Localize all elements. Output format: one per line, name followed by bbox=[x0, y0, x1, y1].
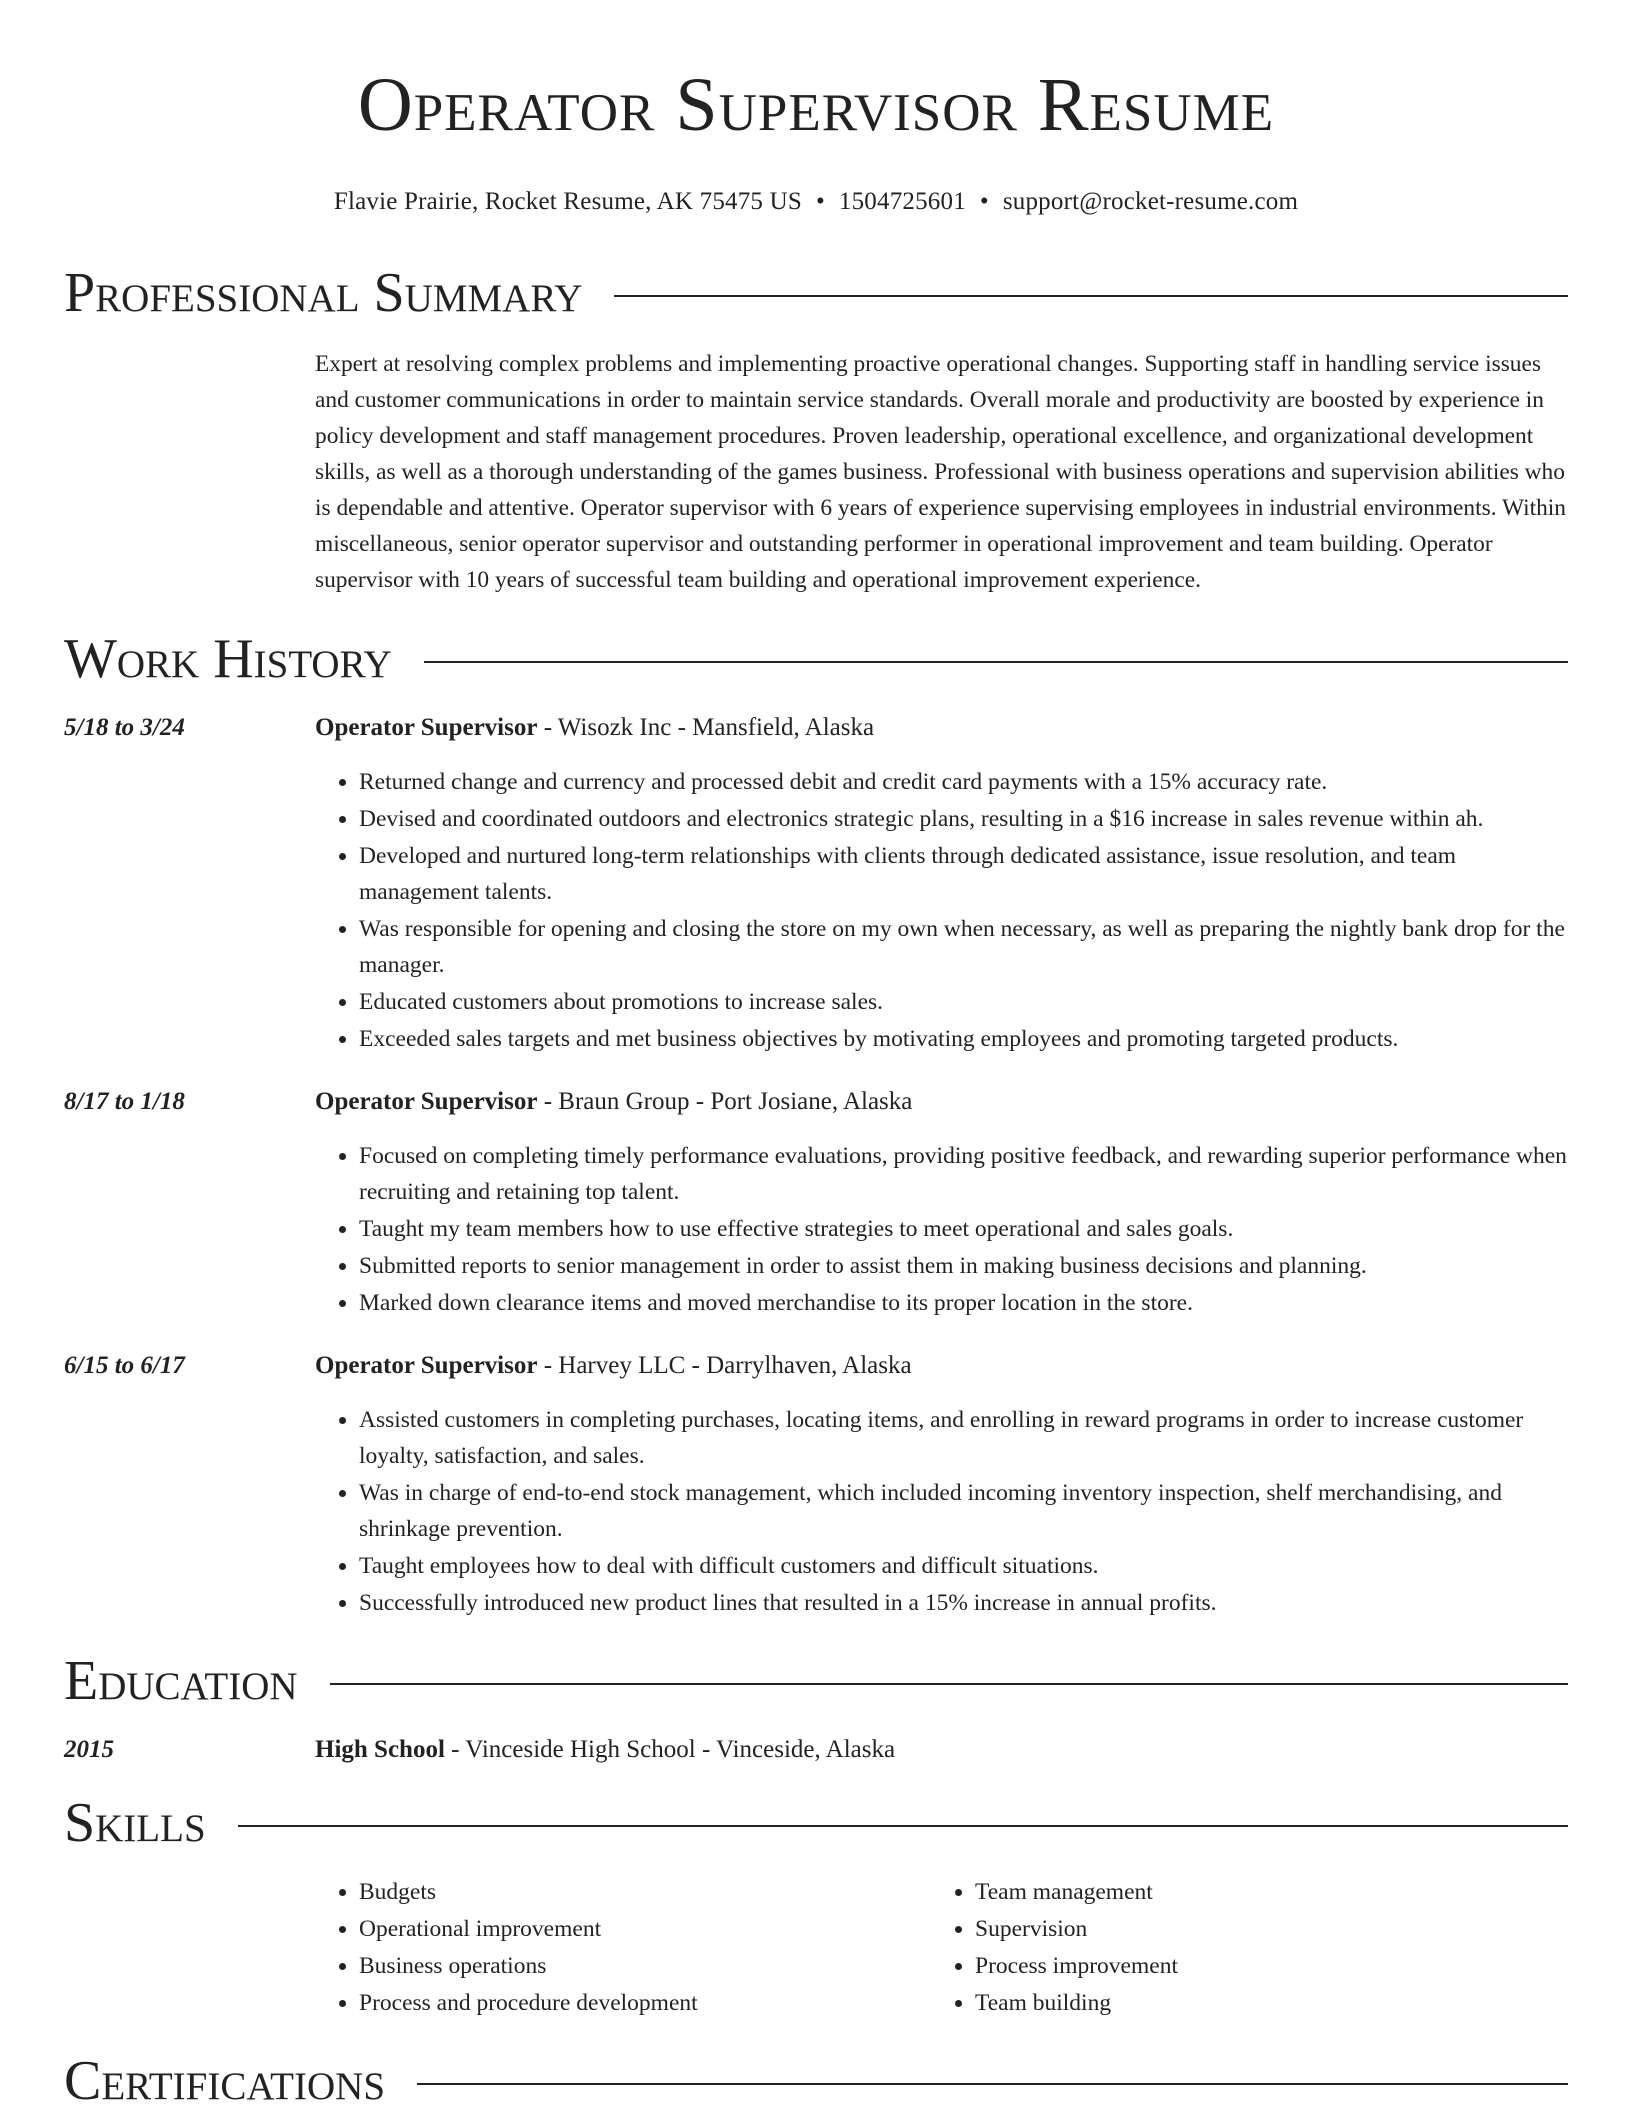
job-details: - Wisozk Inc - Mansfield, Alaska bbox=[537, 714, 875, 741]
skills-spacer bbox=[64, 1856, 315, 2022]
list-item: • Returned change and currency and processed debit and credit card payments with a 15% accuracy rate. bbox=[359, 764, 1568, 800]
education-details: - Vinceside High School - Vinceside, Alaska bbox=[444, 1736, 896, 1763]
list-item: • Operational improvement bbox=[359, 1911, 931, 1947]
skills-row bbox=[64, 1856, 1568, 2022]
list-item: • Educated customers about promotions to increase sales. bbox=[359, 984, 1568, 1020]
education-year: 2015 bbox=[64, 1736, 114, 1763]
summary-row bbox=[64, 346, 1568, 598]
list-item: • Team building bbox=[975, 1985, 1547, 2021]
resume-title: Operator Supervisor Resume bbox=[357, 63, 1275, 147]
contact-address: Flavie Prairie, Rocket Resume, AK 75475 US bbox=[333, 188, 802, 215]
list-item: • Marked down clearance items and moved merchandise to its proper location in the store. bbox=[359, 1285, 1568, 1321]
list-item: • Taught employees how to deal with difficult customers and difficult situations. bbox=[359, 1548, 1568, 1584]
skills-column-2 bbox=[931, 1874, 1547, 2022]
job-title: Operator Supervisor bbox=[315, 1352, 538, 1379]
skills-columns bbox=[315, 1874, 1547, 2022]
list-item: • Devised and coordinated outdoors and electronics strategic plans, resulting in a $16 increase in sales revenue within ah. bbox=[359, 801, 1568, 837]
contact-phone: 1504725601 bbox=[838, 188, 966, 215]
job-dates: 5/18 to 3/24 bbox=[64, 714, 185, 741]
skills-column-1 bbox=[315, 1874, 931, 2022]
list-item: • Budgets bbox=[359, 1874, 931, 1910]
contact-separator: • bbox=[815, 188, 825, 215]
section-divider bbox=[614, 295, 1568, 297]
summary-text: Expert at resolving complex problems and implementing proactive operational changes. Supporting staff in handling service issues and customer communications in order to maintain service standards. Overall morale and productivity are boosted by experience in policy development and staff management procedures. Proven leadership, operational excellence, and organizational development skills, as well as a thorough understanding of the games business. Professional with business operations and supervision abilities who is dependable and attentive. Operator supervisor with 6 years of experience supervising employees in industrial environments. Within miscellaneous, senior operator supervisor and outstanding performer in operational improvement and team building. Operator supervisor with 10 years of successful team building and operational improvement experience. bbox=[315, 351, 1566, 593]
list-item: • Taught my team members how to use effective strategies to meet operational and sales goals. bbox=[359, 1211, 1568, 1247]
contact-separator: • bbox=[979, 188, 989, 215]
work-heading: Work History bbox=[64, 628, 392, 690]
summary-section-header bbox=[64, 260, 1568, 326]
list-item: • Team management bbox=[975, 1874, 1547, 1910]
section-divider bbox=[330, 1683, 1568, 1685]
section-divider bbox=[424, 661, 1568, 663]
section-divider bbox=[417, 2083, 1568, 2085]
contact-line bbox=[64, 186, 1568, 218]
job-title: Operator Supervisor bbox=[315, 714, 538, 741]
list-item: • Developed and nurtured long-term relationships with clients through dedicated assistance, issue resolution, and team management talents. bbox=[359, 838, 1568, 910]
list-item: • Exceeded sales targets and met business objectives by motivating employees and promoting targeted products. bbox=[359, 1021, 1568, 1057]
summary-spacer bbox=[64, 346, 315, 598]
work-section-header bbox=[64, 626, 1568, 692]
contact-email: support@rocket-resume.com bbox=[1002, 188, 1299, 215]
education-heading: Education bbox=[64, 1650, 298, 1712]
list-item: • Assisted customers in completing purchases, locating items, and enrolling in reward programs in order to increase customer loyalty, satisfaction, and sales. bbox=[359, 1402, 1568, 1474]
section-divider bbox=[238, 1825, 1568, 1827]
skills-section-header bbox=[64, 1790, 1568, 1856]
certifications-heading: Certifications bbox=[64, 2050, 386, 2112]
job-dates: 6/15 to 6/17 bbox=[64, 1352, 185, 1379]
list-item: • Submitted reports to senior management in order to assist them in making business decisions and planning. bbox=[359, 1248, 1568, 1284]
certifications-section-header bbox=[64, 2048, 1568, 2114]
job-heading bbox=[315, 1348, 1568, 1384]
list-item: • Business operations bbox=[359, 1948, 931, 1984]
job-bullets bbox=[315, 1138, 1568, 1321]
job-body bbox=[315, 1084, 1568, 1322]
job-entry bbox=[64, 710, 1568, 1058]
job-details: - Braun Group - Port Josiane, Alaska bbox=[537, 1088, 913, 1115]
job-entry bbox=[64, 1084, 1568, 1322]
list-item: • Successfully introduced new product lines that resulted in a 15% increase in annual profits. bbox=[359, 1585, 1568, 1621]
summary-heading: Professional Summary bbox=[64, 262, 583, 324]
education-entry bbox=[64, 1732, 1568, 1768]
job-body bbox=[315, 710, 1568, 1058]
list-item: • Process and procedure development bbox=[359, 1985, 931, 2021]
resume-page bbox=[64, 0, 1568, 2114]
list-item: • Supervision bbox=[975, 1911, 1547, 1947]
education-body bbox=[315, 1732, 1568, 1768]
job-heading bbox=[315, 1084, 1568, 1120]
job-bullets bbox=[315, 1402, 1568, 1621]
job-details: - Harvey LLC - Darrylhaven, Alaska bbox=[537, 1352, 912, 1379]
job-entry bbox=[64, 1348, 1568, 1622]
job-body bbox=[315, 1348, 1568, 1622]
education-section-header bbox=[64, 1648, 1568, 1714]
list-item: • Focused on completing timely performance evaluations, providing positive feedback, and rewarding superior performance when recruiting and retaining top talent. bbox=[359, 1138, 1568, 1210]
list-item: • Process improvement bbox=[975, 1948, 1547, 1984]
list-item: • Was in charge of end-to-end stock management, which included incoming inventory inspection, shelf merchandising, and shrinkage prevention. bbox=[359, 1475, 1568, 1547]
job-title: Operator Supervisor bbox=[315, 1088, 538, 1115]
job-bullets bbox=[315, 764, 1568, 1057]
job-dates: 8/17 to 1/18 bbox=[64, 1088, 185, 1115]
skills-heading: Skills bbox=[64, 1792, 206, 1854]
job-heading bbox=[315, 710, 1568, 746]
list-item: • Was responsible for opening and closing the store on my own when necessary, as well as preparing the nightly bank drop for the manager. bbox=[359, 911, 1568, 983]
education-degree: High School bbox=[315, 1736, 445, 1763]
